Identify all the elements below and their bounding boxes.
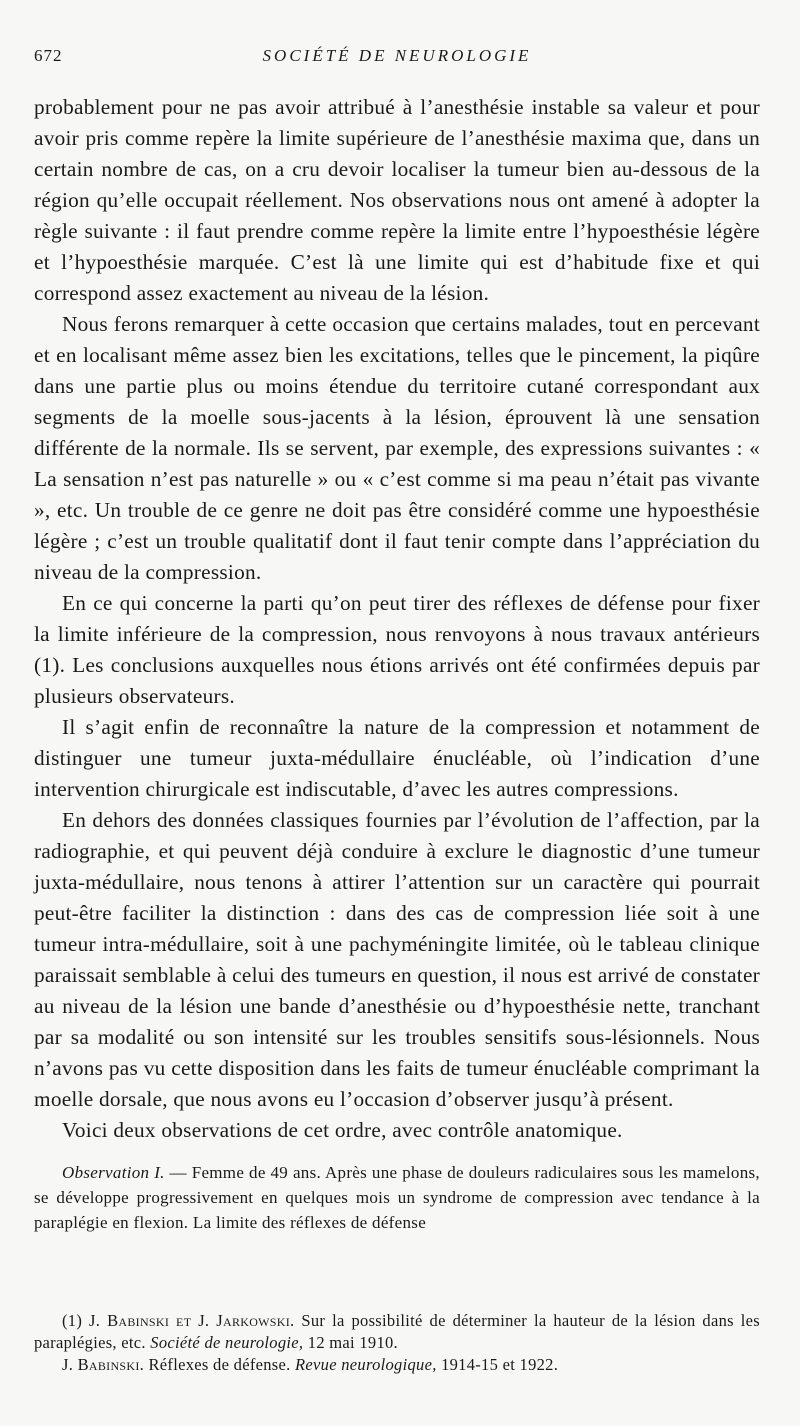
body-text [34,92,760,1146]
footnote-authors: J. Babinski et J. Jarkowski. [89,1311,295,1330]
footnote-1 [34,1310,760,1354]
footnotes [34,1310,760,1376]
footnote-text: Sur la possibilité de déterminer la hauteur de la lésion dans les paraplégies, etc. [34,1311,760,1352]
paragraph: En dehors des données classiques fournies par l’évolution de l’affection, par la radiographie, et qui peuvent déjà conduire à exclure le diagnostic d’une tumeur juxta-médullaire, nous tenons à attirer l’attention sur un caractère qui pourrait peut-être faciliter la distinction : dans des cas de compression liée soit à une tumeur intra-médullaire, soit à une pachyméningite limitée, où le tableau clinique paraissait semblable à celui des tumeurs en question, il nous est arrivé de constater au niveau de la lésion une bande d’anesthésie ou d’hypoesthésie nette, tranchant par sa modalité ou son intensité sur les troubles sensitifs sous-lésionnels. Nous n’avons pas vu cette disposition dans les faits de tumeur énucléable comprimant la moelle dorsale, que nous avons eu l’occasion d’observer jusqu’à présent. [34,808,760,1111]
footnote-2 [34,1354,760,1376]
footnote-text: Réflexes de défense. [144,1355,291,1374]
paragraph: Il s’agit enfin de reconnaître la nature de la compression et notamment de distinguer une tumeur juxta-médullaire énucléable, où l’indication d’une intervention chirurgicale est indiscutable, d’avec les autres compressions. [34,715,760,801]
paragraph: probablement pour ne pas avoir attribué à l’anesthésie instable sa valeur et pour avoir pris comme repère la limite supérieure de l’anesthésie maxima que, dans un certain nombre de cas, on a cru devoir localiser la tumeur bien au-dessous de la région qu’elle occupait réellement. Nos observations nous ont amené à adopter la règle suivante : il faut prendre comme repère la limite entre l’hypoesthésie légère et l’hypoesthésie marquée. C’est là une limite qui est d’habitude fixe et qui correspond assez exactement au niveau de la lésion. [34,95,760,305]
running-title: SOCIÉTÉ DE NEUROLOGIE [262,46,532,65]
paragraph: Voici deux observations de cet ordre, avec contrôle anatomique. [62,1118,623,1142]
page-number: 672 [34,46,63,65]
footnote-date: 1914-15 et 1922. [436,1355,559,1374]
footnote-journal: Société de neurologie, [150,1333,304,1352]
footnote-author: J. Babinski. [62,1355,145,1374]
observation-text: — Femme de 49 ans. Après une phase de douleurs radiculaires sous les mamelons, se développe progressivement en quelques mois un syndrome de compression avec tendance à la paraplégie en flexion. La limite des réflexes de défense [34,1163,760,1232]
paragraph: Nous ferons remarquer à cette occasion que certains malades, tout en percevant et en localisant même assez bien les excitations, telles que le pincement, la piqûre dans une partie plus ou moins étendue du territoire cutané correspondant aux segments de la moelle sous-jacents à la lésion, éprouvent là une sensation différente de la normale. Ils se servent, par exemple, des expressions suivantes : « La sensation n’est pas naturelle » ou « c’est comme si ma peau n’était pas vivante », etc. Un trouble de ce genre ne doit pas être considéré comme une hypoesthésie légère ; c’est un trouble qualitatif dont il faut tenir compte dans l’appréciation du niveau de la compression. [34,312,760,584]
paragraph: En ce qui concerne la parti qu’on peut tirer des réflexes de défense pour fixer la limite inférieure de la compression, nous renvoyons à nous travaux antérieurs (1). Les conclusions auxquelles nous étions arrivés ont été confirmées depuis par plusieurs observateurs. [34,591,760,708]
footnote-date: 12 mai 1910. [303,1333,398,1352]
observation-lead: Observation I. [62,1163,165,1182]
observation-paragraph [34,1160,760,1235]
page-header [34,38,760,78]
footnote-journal: Revue neurologique, [295,1355,437,1374]
footnote-marker: (1) [62,1311,83,1330]
